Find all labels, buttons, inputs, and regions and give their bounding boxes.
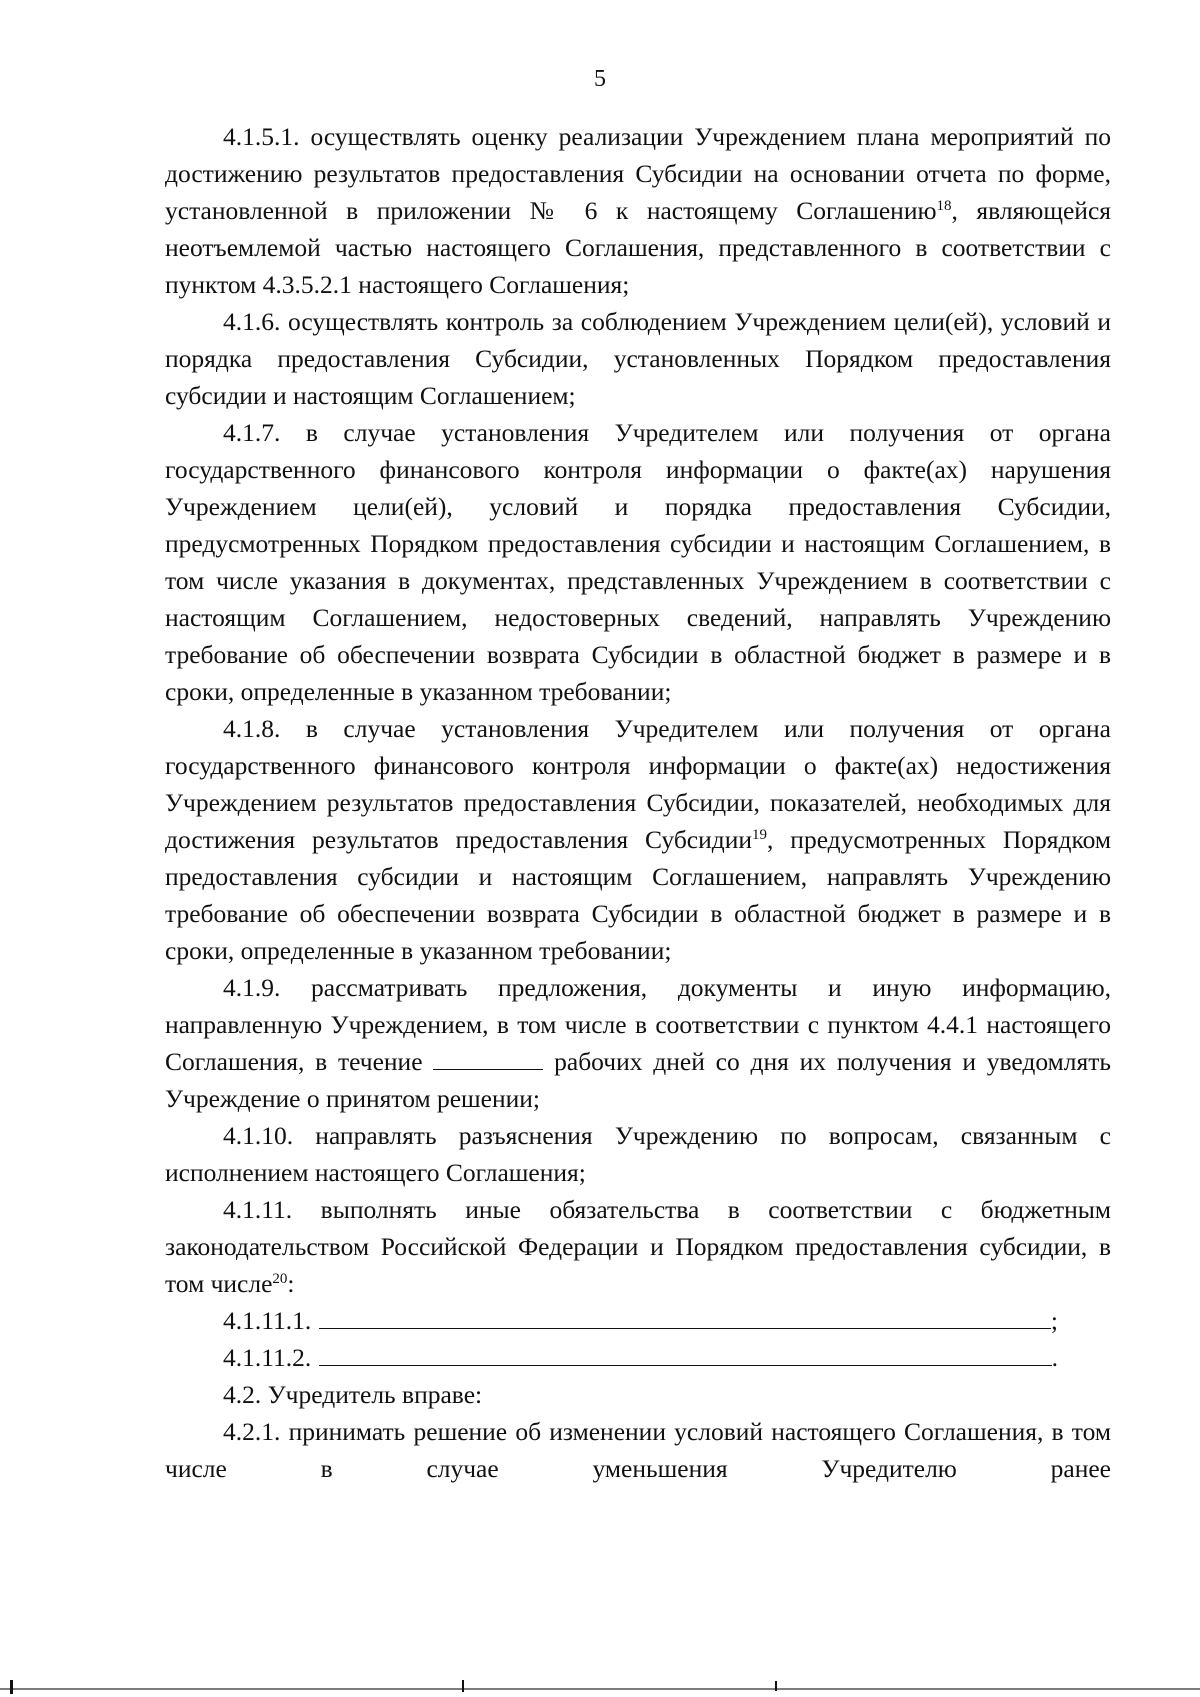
days-blank-field[interactable] bbox=[433, 1045, 543, 1070]
fill-line-label: 4.1.11.1. bbox=[223, 1306, 312, 1335]
footnote-ref-19: 19 bbox=[752, 827, 768, 843]
blank-field[interactable] bbox=[319, 1306, 1051, 1329]
paragraph-4-2-1: 4.2.1. принимать решение об изменении условий настоящего Соглашения, в том числе в случае уменьшения Учредителю ранее bbox=[165, 1417, 1111, 1483]
document-body bbox=[165, 118, 1111, 1487]
scan-artifact-mark bbox=[462, 1680, 464, 1692]
footnote-ref-18: 18 bbox=[936, 198, 952, 214]
fill-line-end: . bbox=[1051, 1343, 1058, 1372]
paragraph-4-1-11: 4.1.11. выполнять иные обязательства в соответствии с бюджетным законодательством Российской Федерации и Порядком предоставления субсидии, в том числе$^{20}$: bbox=[165, 1195, 1111, 1298]
scan-artifact-line bbox=[0, 1688, 1200, 1690]
fill-line-label: 4.1.11.2. bbox=[223, 1343, 312, 1372]
paragraph-4-1-7: 4.1.7. в случае установления Учредителем или получения от органа государственного финансового контроля информации о факте(ах) нарушения Учреждением цели(ей), условий и порядка предоставления Субсидии, предусмотренных Порядком предоставления субсидии и настоящим Соглашением, в том числе указания в документах, представленных Учреждением в соответствии с настоящим Соглашением, недостоверных сведений, направлять Учреждению требование об обеспечении возврата Субсидии в областной бюджет в размере и в сроки, определенные в указанном требовании; bbox=[165, 418, 1111, 706]
page-number: 5 bbox=[594, 66, 606, 92]
fill-line-end: ; bbox=[1050, 1306, 1058, 1335]
scan-artifact-mark bbox=[10, 1680, 13, 1694]
scan-artifact-mark bbox=[775, 1681, 777, 1691]
paragraph-4-1-6: 4.1.6. осуществлять контроль за соблюдением Учреждением цели(ей), условий и порядка предоставления Субсидии, установленных Порядком предоставления субсидии и настоящим Соглашением; bbox=[165, 307, 1111, 410]
paragraph-4-1-5-1: 4.1.5.1. осуществлять оценку реализации Учреждением плана мероприятий по достижению результатов предоставления Субсидии на основании отчета по форме, установленной в приложении № 6 к настоящему Соглашению$^{18}$, являющейся неотъемлемой частью настоящего Соглашения, представленного в соответствии с пунктом 4.3.5.2.1 настоящего Соглашения; bbox=[165, 122, 1111, 299]
paragraph-4-2: 4.2. Учредитель вправе: bbox=[223, 1380, 483, 1409]
fill-line-4-1-11-2 bbox=[223, 1339, 1058, 1376]
paragraph-4-1-9: 4.1.9. рассматривать предложения, документы и иную информацию, направленную Учреждением, в том числе в соответствии с пунктом 4.4.1 настоящего Соглашения, в течение рабочих дней со дня их получения и уведомлять Учреждение о принятом решении; bbox=[165, 973, 1112, 1113]
paragraph-4-1-10: 4.1.10. направлять разъяснения Учреждению по вопросам, связанным с исполнением настоящего Соглашения; bbox=[165, 1121, 1111, 1187]
paragraph-4-1-8: 4.1.8. в случае установления Учредителем или получения от органа государственного финансового контроля информации о факте(ах) недостижения Учреждением результатов предоставления Субсидии, показателей, необходимых для достижения результатов предоставления Субсидии$^{19}$, предусмотренных Порядком предоставления субсидии и настоящим Соглашением, направлять Учреждению требование об обеспечении возврата Субсидии в областной бюджет в размере и в сроки, определенные в указанном требовании; bbox=[165, 714, 1111, 965]
blank-field[interactable] bbox=[319, 1343, 1051, 1366]
footnote-ref-20: 20 bbox=[272, 1271, 288, 1287]
fill-line-4-1-11-1 bbox=[223, 1302, 1058, 1339]
